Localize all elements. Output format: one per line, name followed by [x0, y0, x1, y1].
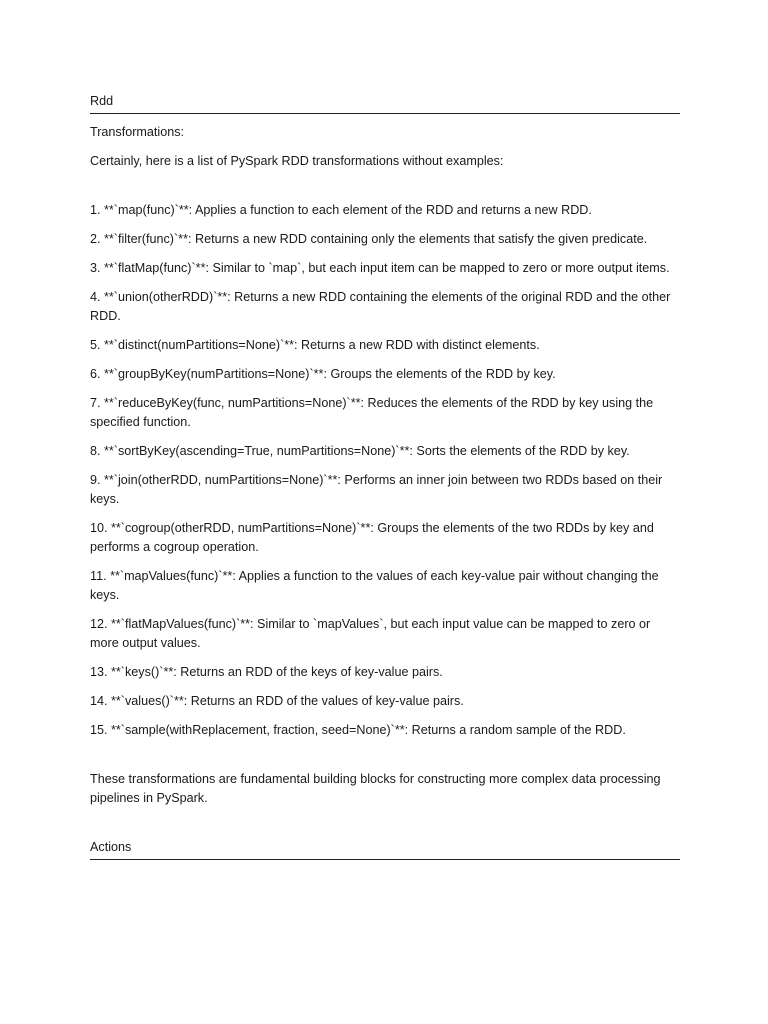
list-item: 6. **`groupByKey(numPartitions=None)`**: Groups the elements of the RDD by key.	[90, 367, 556, 381]
list-item: 4. **`union(otherRDD)`**: Returns a new RDD containing the elements of the original RDD and the other RDD.	[90, 290, 671, 323]
list-item: 11. **`mapValues(func)`**: Applies a function to the values of each key-value pair without changing the keys.	[90, 569, 659, 602]
list-item: 13. **`keys()`**: Returns an RDD of the keys of key-value pairs.	[90, 665, 443, 679]
spacer	[90, 818, 680, 838]
list-item: 3. **`flatMap(func)`**: Similar to `map`, but each input item can be mapped to zero or more output items.	[90, 261, 670, 275]
list-item: 5. **`distinct(numPartitions=None)`**: Returns a new RDD with distinct elements.	[90, 338, 540, 352]
section-heading-actions: Actions	[90, 838, 680, 860]
list-item: 12. **`flatMapValues(func)`**: Similar to `mapValues`, but each input value can be mapped to zero or more output values.	[90, 617, 651, 650]
transformations-list	[90, 201, 680, 740]
spacer	[90, 181, 680, 201]
section-heading-rdd: Rdd	[90, 92, 680, 114]
list-item: 1. **`map(func)`**: Applies a function to each element of the RDD and returns a new RDD.	[90, 203, 592, 217]
list-item: 14. **`values()`**: Returns an RDD of the values of key-value pairs.	[90, 694, 464, 708]
conclusion-paragraph: These transformations are fundamental building blocks for constructing more complex data processing pipelines in PySpark.	[90, 772, 661, 805]
document-body	[90, 92, 680, 869]
list-item: 7. **`reduceByKey(func, numPartitions=None)`**: Reduces the elements of the RDD by key using the specified function.	[90, 396, 654, 429]
subheading-transformations: Transformations:	[90, 125, 185, 139]
spacer	[90, 750, 680, 770]
list-item: 8. **`sortByKey(ascending=True, numPartitions=None)`**: Sorts the elements of the RDD by key.	[90, 444, 630, 458]
list-item: 2. **`filter(func)`**: Returns a new RDD containing only the elements that satisfy the given predicate.	[90, 232, 648, 246]
list-item: 10. **`cogroup(otherRDD, numPartitions=None)`**: Groups the elements of the two RDDs by key and performs a cogroup operation.	[90, 521, 654, 554]
list-item: 15. **`sample(withReplacement, fraction, seed=None)`**: Returns a random sample of the RDD.	[90, 723, 626, 737]
intro-paragraph: Certainly, here is a list of PySpark RDD transformations without examples:	[90, 154, 504, 168]
list-item: 9. **`join(otherRDD, numPartitions=None)`**: Performs an inner join between two RDDs based on their keys.	[90, 473, 663, 506]
